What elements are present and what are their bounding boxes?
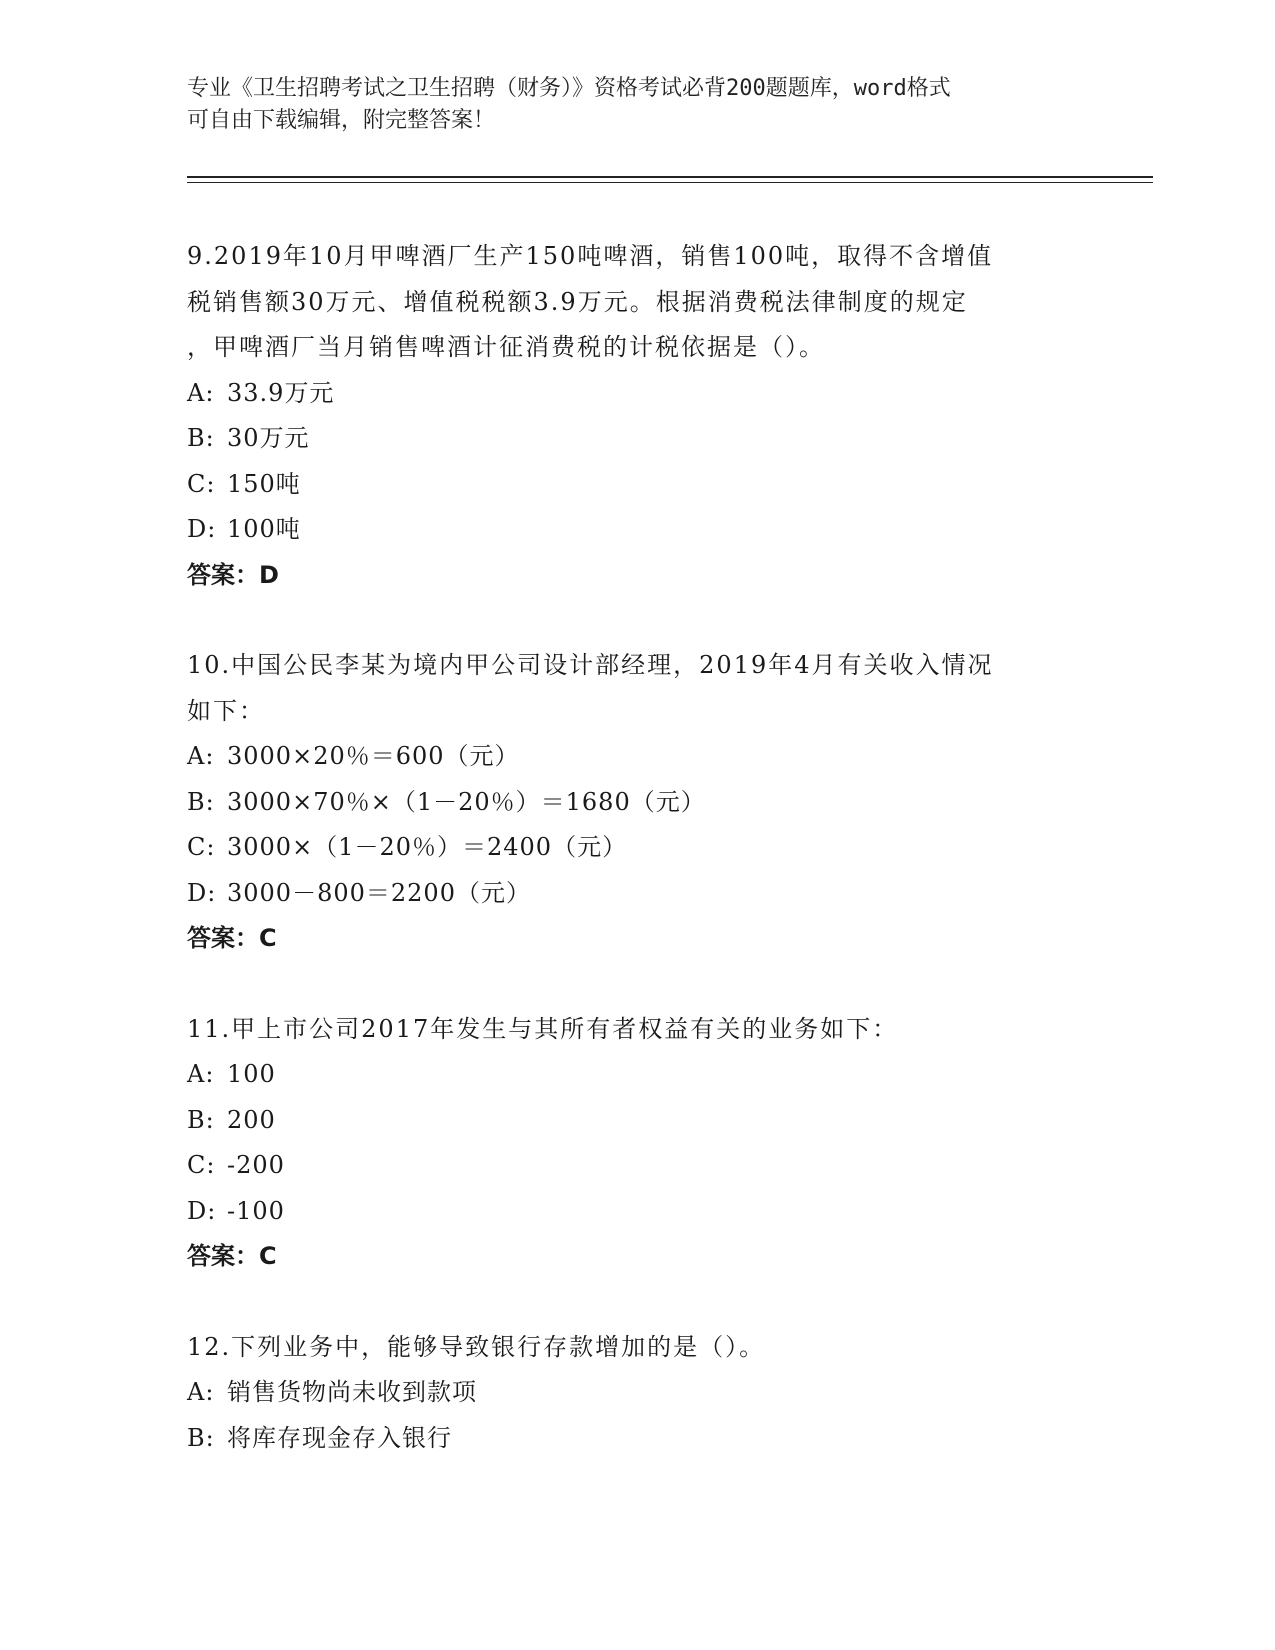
question-stem-line: ，甲啤酒厂当月销售啤酒计征消费税的计税依据是（）。 (187, 333, 825, 361)
answer-option (187, 1416, 1087, 1462)
option-letter: D: (187, 515, 217, 543)
question-stem-line: 10.中国公民李某为境内甲公司设计部经理，2019年4月有关收入情况 (187, 651, 994, 679)
answer-key: 答案：D (187, 560, 279, 589)
option-text: 3000×（1－20％）＝2400（元） (227, 833, 628, 861)
option-text: -200 (227, 1151, 285, 1179)
question-stem-line: 11.甲上市公司2017年发生与其所有者权益有关的业务如下： (187, 1014, 899, 1043)
answer-option (187, 1189, 1087, 1235)
answer-option (187, 1052, 1087, 1098)
option-text: 30万元 (227, 424, 310, 452)
question-list (187, 234, 1087, 1461)
header-divider-bottom (187, 182, 1153, 183)
answer-key: 答案：C (187, 1242, 277, 1270)
option-letter: B: (187, 424, 215, 452)
question-block (187, 1325, 1087, 1462)
question-spacer (187, 598, 1087, 643)
option-letter: C: (187, 1151, 216, 1179)
question-block (187, 1007, 1087, 1280)
answer-option (187, 371, 1087, 417)
option-text: 200 (227, 1105, 276, 1134)
question-stem-line: 税销售额30万元、增值税税额3.9万元。根据消费税法律制度的规定 (187, 287, 968, 316)
option-letter: A: (187, 1060, 215, 1088)
option-text: 3000×20％＝600（元） (227, 742, 520, 770)
answer-option (187, 507, 1087, 553)
option-letter: A: (187, 378, 215, 407)
option-text: 100 (227, 1060, 276, 1088)
option-letter: C: (187, 469, 216, 498)
answer-option (187, 462, 1087, 508)
document-header (187, 73, 1087, 137)
answer-option (187, 416, 1087, 462)
option-text: 100吨 (227, 515, 301, 543)
header-line-1: 专业《卫生招聘考试之卫生招聘（财务）》资格考试必背200题题库，word格式 (187, 76, 951, 101)
answer-option (187, 825, 1087, 871)
option-text: 3000－800＝2200（元） (227, 878, 531, 907)
question-stem-line: 9.2019年10月甲啤酒厂生产150吨啤酒，销售100吨，取得不含增值 (187, 242, 994, 270)
answer-option (187, 1370, 1087, 1416)
question-stem-line: 如下： (187, 696, 265, 725)
option-letter: D: (187, 878, 217, 907)
answer-option (187, 1143, 1087, 1189)
option-letter: A: (187, 742, 215, 770)
option-letter: B: (187, 1423, 215, 1452)
question-stem-line: 12.下列业务中，能够导致银行存款增加的是（）。 (187, 1332, 766, 1361)
header-line-2: 可自由下载编辑，附完整答案！ (187, 108, 496, 133)
question-block (187, 643, 1087, 962)
option-letter: A: (187, 1378, 215, 1406)
answer-option (187, 780, 1087, 826)
option-text: 销售货物尚未收到款项 (227, 1378, 477, 1406)
option-text: 3000×70％×（1－20％）＝1680（元） (227, 787, 706, 816)
header-divider-top (187, 176, 1153, 178)
option-text: 将库存现金存入银行 (227, 1423, 452, 1452)
option-letter: D: (187, 1196, 217, 1225)
answer-key: 答案：C (187, 924, 277, 952)
answer-option (187, 1098, 1087, 1144)
option-text: 33.9万元 (227, 378, 335, 407)
question-block (187, 234, 1087, 598)
question-spacer (187, 1280, 1087, 1325)
option-letter: B: (187, 1105, 215, 1134)
option-letter: C: (187, 833, 216, 861)
option-text: 150吨 (227, 469, 301, 498)
answer-option (187, 871, 1087, 917)
option-text: -100 (227, 1196, 285, 1225)
question-spacer (187, 962, 1087, 1007)
option-letter: B: (187, 787, 215, 816)
answer-option (187, 734, 1087, 780)
